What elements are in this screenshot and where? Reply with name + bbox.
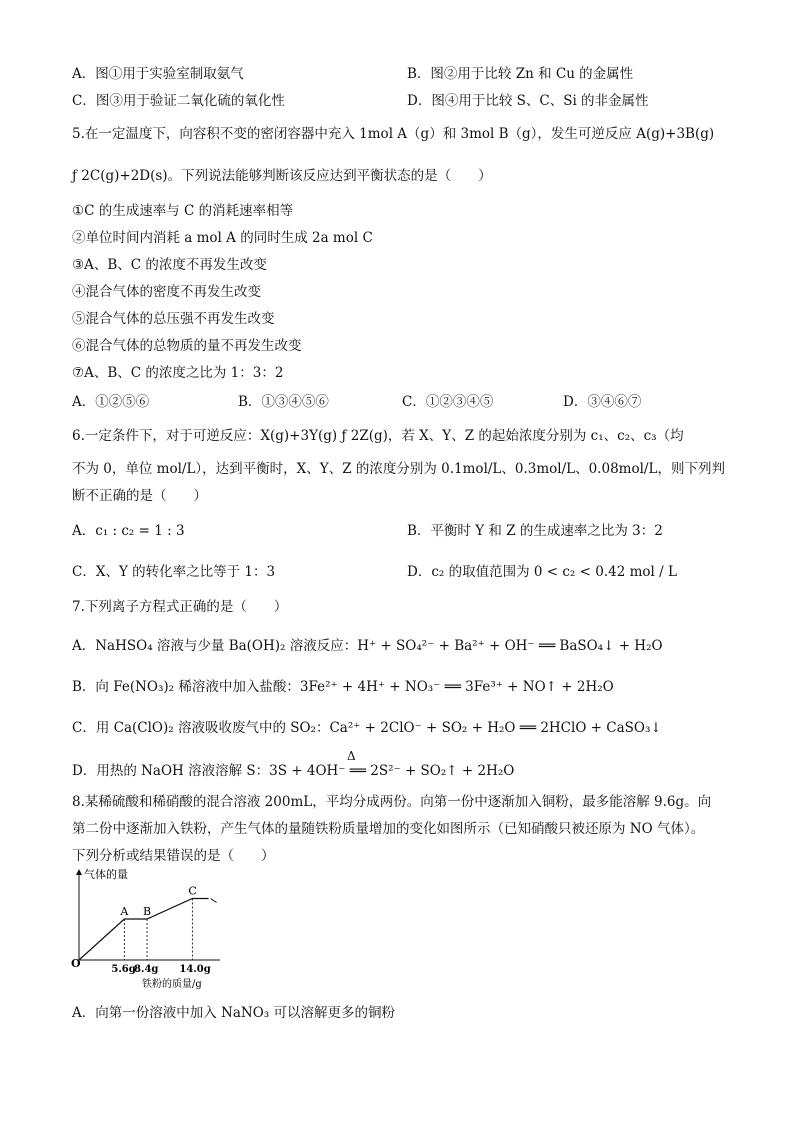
q5-item: ③A、B、C 的浓度不再发生改变	[72, 257, 267, 273]
x-tick-label: 5.6g	[111, 964, 136, 975]
q5-option-b: B．①③④⑤⑥	[238, 394, 329, 410]
gas-vs-iron-chart	[70, 866, 240, 991]
q7-option-a: A．NaHSO₄ 溶液与少量 Ba(OH)₂ 溶液反应：H⁺ + SO₄²⁻ + Ba²⁺ + OH⁻ ══ BaSO₄↓ + H₂O	[72, 638, 663, 654]
q5-item: ⑤混合气体的总压强不再发生改变	[72, 311, 275, 327]
q7-option-b: B．向 Fe(NO₃)₂ 稀溶液中加入盐酸：3Fe²⁺ + 4H⁺ + NO₃⁻ ══ 3Fe³⁺ + NO↑ + 2H₂O	[72, 679, 614, 695]
q5-item: ⑦A、B、C 的浓度之比为 1：3：2	[72, 365, 284, 381]
x-tick-label: 14.0g	[179, 964, 211, 975]
q6-option-b: B．平衡时 Y 和 Z 的生成速率之比为 3：2	[407, 523, 663, 539]
q6-stem-line3: 断不正确的是（ ）	[72, 488, 207, 504]
q5-option-a: A．①②⑤⑥	[72, 394, 150, 410]
q4-option-c: C．图③用于验证二氧化硫的氧化性	[72, 93, 285, 109]
q8-stem-line3: 下列分析或结果错误的是（ ）	[72, 848, 275, 864]
q7-option-c: C．用 Ca(ClO)₂ 溶液吸收废气中的 SO₂：Ca²⁺ + 2ClO⁻ + SO₂ + H₂O ══ 2HClO + CaSO₃↓	[72, 720, 662, 736]
origin-label: O	[71, 957, 81, 970]
q5-stem-line2: ƒ 2C(g)+2D(s)。下列说法能够判断该反应达到平衡状态的是（ ）	[72, 168, 492, 184]
q6-option-d: D．c₂ 的取值范围为 0 < c₂ < 0.42 mol / L	[407, 564, 677, 580]
q4-option-b: B．图②用于比较 Zn 和 Cu 的金属性	[407, 66, 634, 82]
point-label: C	[188, 884, 197, 898]
q5-stem-line1: 5.在一定温度下，向容积不变的密闭容器中充入 1mol A（g）和 3mol B（g），发生可逆反应 A(g)+3B(g)	[72, 126, 715, 142]
q6-option-c: C．X、Y 的转化率之比等于 1：3	[72, 564, 276, 580]
q8-stem-line1: 8.某稀硫酸和稀硝酸的混合溶液 200mL，平均分成两份。向第一份中逐渐加入铜粉，最多能溶解 9.6g。向	[72, 794, 712, 810]
q8-stem-line2: 第二份中逐渐加入铁粉，产生气体的量随铁粉质量增加的变化如图所示（已知硝酸只被还原为 NO 气体）。	[72, 821, 705, 837]
q6-stem-line2: 不为 0，单位 mol/L），达到平衡时，X、Y、Z 的浓度分别为 0.1mol/L、0.3mol/L、0.08mol/L，则下列判	[72, 461, 725, 477]
x-axis-label: 铁粉的质量/g	[142, 979, 202, 990]
q4-option-a: A．图①用于实验室制取氨气	[72, 66, 244, 82]
q6-stem-line1: 6.一定条件下，对于可逆反应：X(g)+3Y(g) ƒ 2Z(g)，若 X、Y、Z 的起始浓度分别为 c₁、c₂、c₃（均	[72, 428, 684, 444]
heat-symbol: Δ	[347, 749, 356, 763]
q5-item: ②单位时间内消耗 a mol A 的同时生成 2a mol C	[72, 230, 373, 246]
point-label: B	[143, 905, 152, 918]
x-tick-label: 8.4g	[134, 964, 159, 975]
y-axis-label: 气体的量	[84, 868, 128, 881]
q7-option-d: D．用热的 NaOH 溶液溶解 S：3S + 4OH⁻ ══ 2S²⁻ + SO₂↑ + 2H₂O	[72, 763, 515, 779]
q5-item: ⑥混合气体的总物质的量不再发生改变	[72, 338, 302, 354]
point-label: A	[120, 905, 129, 918]
q4-option-d: D．图④用于比较 S、C、Si 的非金属性	[407, 93, 649, 109]
q5-item: ①C 的生成速率与 C 的消耗速率相等	[72, 203, 294, 219]
q5-item: ④混合气体的密度不再发生改变	[72, 284, 261, 300]
q7-stem: 7.下列离子方程式正确的是（ ）	[72, 599, 288, 615]
line-tail	[211, 899, 217, 903]
q5-option-d: D．③④⑥⑦	[563, 394, 642, 410]
q8-option-a: A．向第一份溶液中加入 NaNO₃ 可以溶解更多的铜粉	[72, 1005, 395, 1021]
q6-option-a: A．c₁ : c₂ = 1 : 3	[72, 523, 185, 539]
q5-option-c: C．①②③④⑤	[402, 394, 494, 410]
